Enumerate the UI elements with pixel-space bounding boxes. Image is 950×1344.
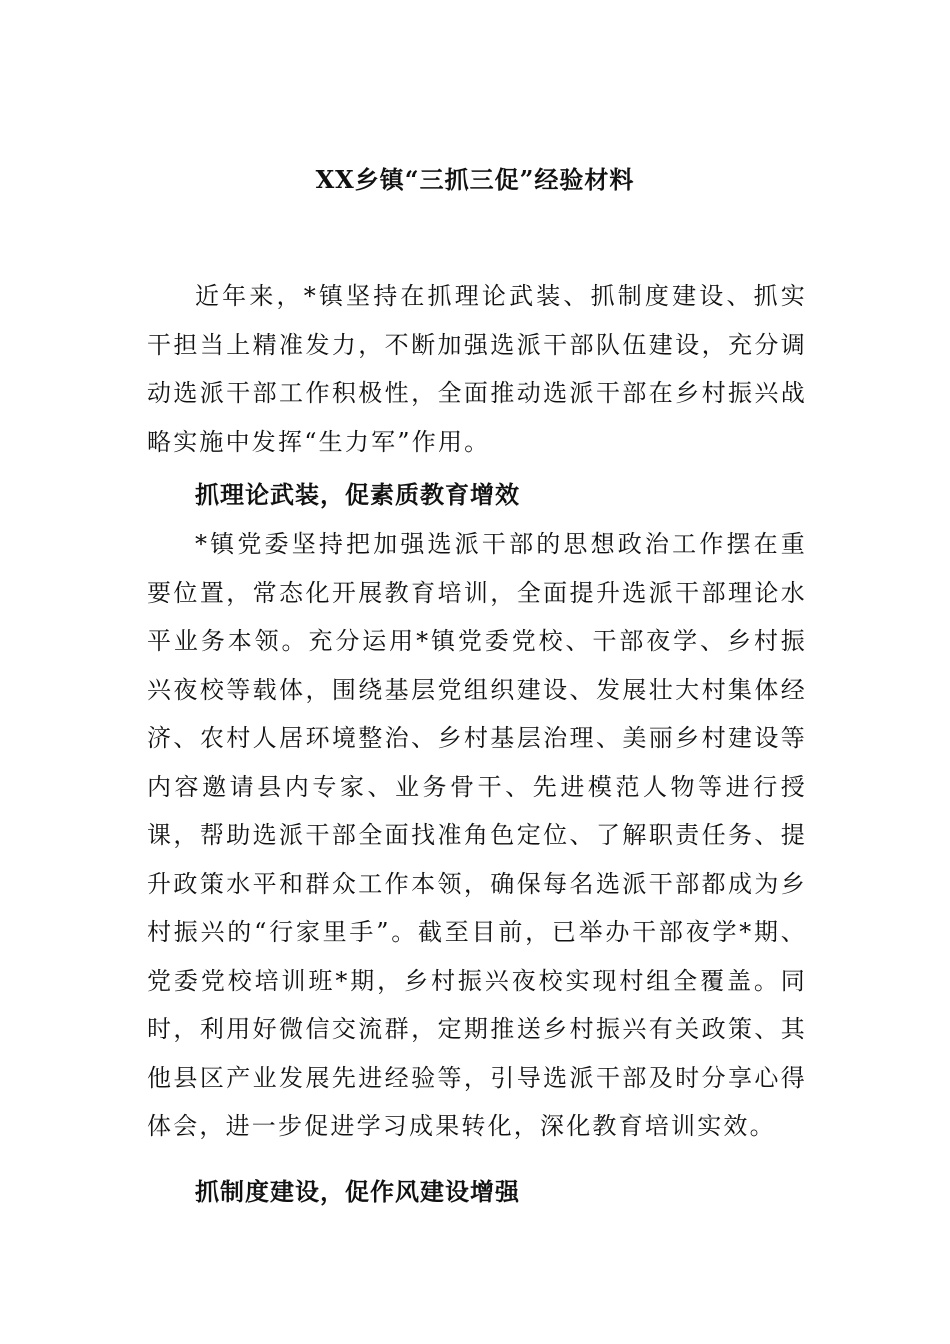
- document-title: XX乡镇“三抓三促”经验材料: [315, 165, 635, 194]
- intro-paragraph: 近年来，*镇坚持在抓理论武装、抓制度建设、抓实干担当上精准发力，不断加强选派干部队伍建设，充分调动选派干部工作积极性，全面推动选派干部在乡村振兴战略实施中发挥“生力军”作用。: [147, 282, 807, 456]
- section-body-theory: *镇党委坚持把加强选派干部的思想政治工作摆在重要位置，常态化开展教育培训，全面提升选派干部理论水平业务本领。充分运用*镇党委党校、干部夜学、乡村振兴夜校等载体，围绕基层党组织建设、发展壮大村集体经济、农村人居环境整治、乡村基层治理、美丽乡村建设等内容邀请县内专家、业务骨干、先进模范人物等进行授课，帮助选派干部全面找准角色定位、了解职责任务、提升政策水平和群众工作本领，确保每名选派干部都成为乡村振兴的“行家里手”。截至目前，已举办干部夜学*期、党委党校培训班*期，乡村振兴夜校实现村组全覆盖。同时，利用好微信交流群，定期推送乡村振兴有关政策、其他县区产业发展先进经验等，引导选派干部及时分享心得体会，进一步促进学习成果转化，深化教育培训实效。: [147, 530, 807, 1140]
- section-heading-theory: 抓理论武装，促素质教育增效: [195, 480, 520, 509]
- section-heading-system: 抓制度建设，促作风建设增强: [195, 1177, 520, 1206]
